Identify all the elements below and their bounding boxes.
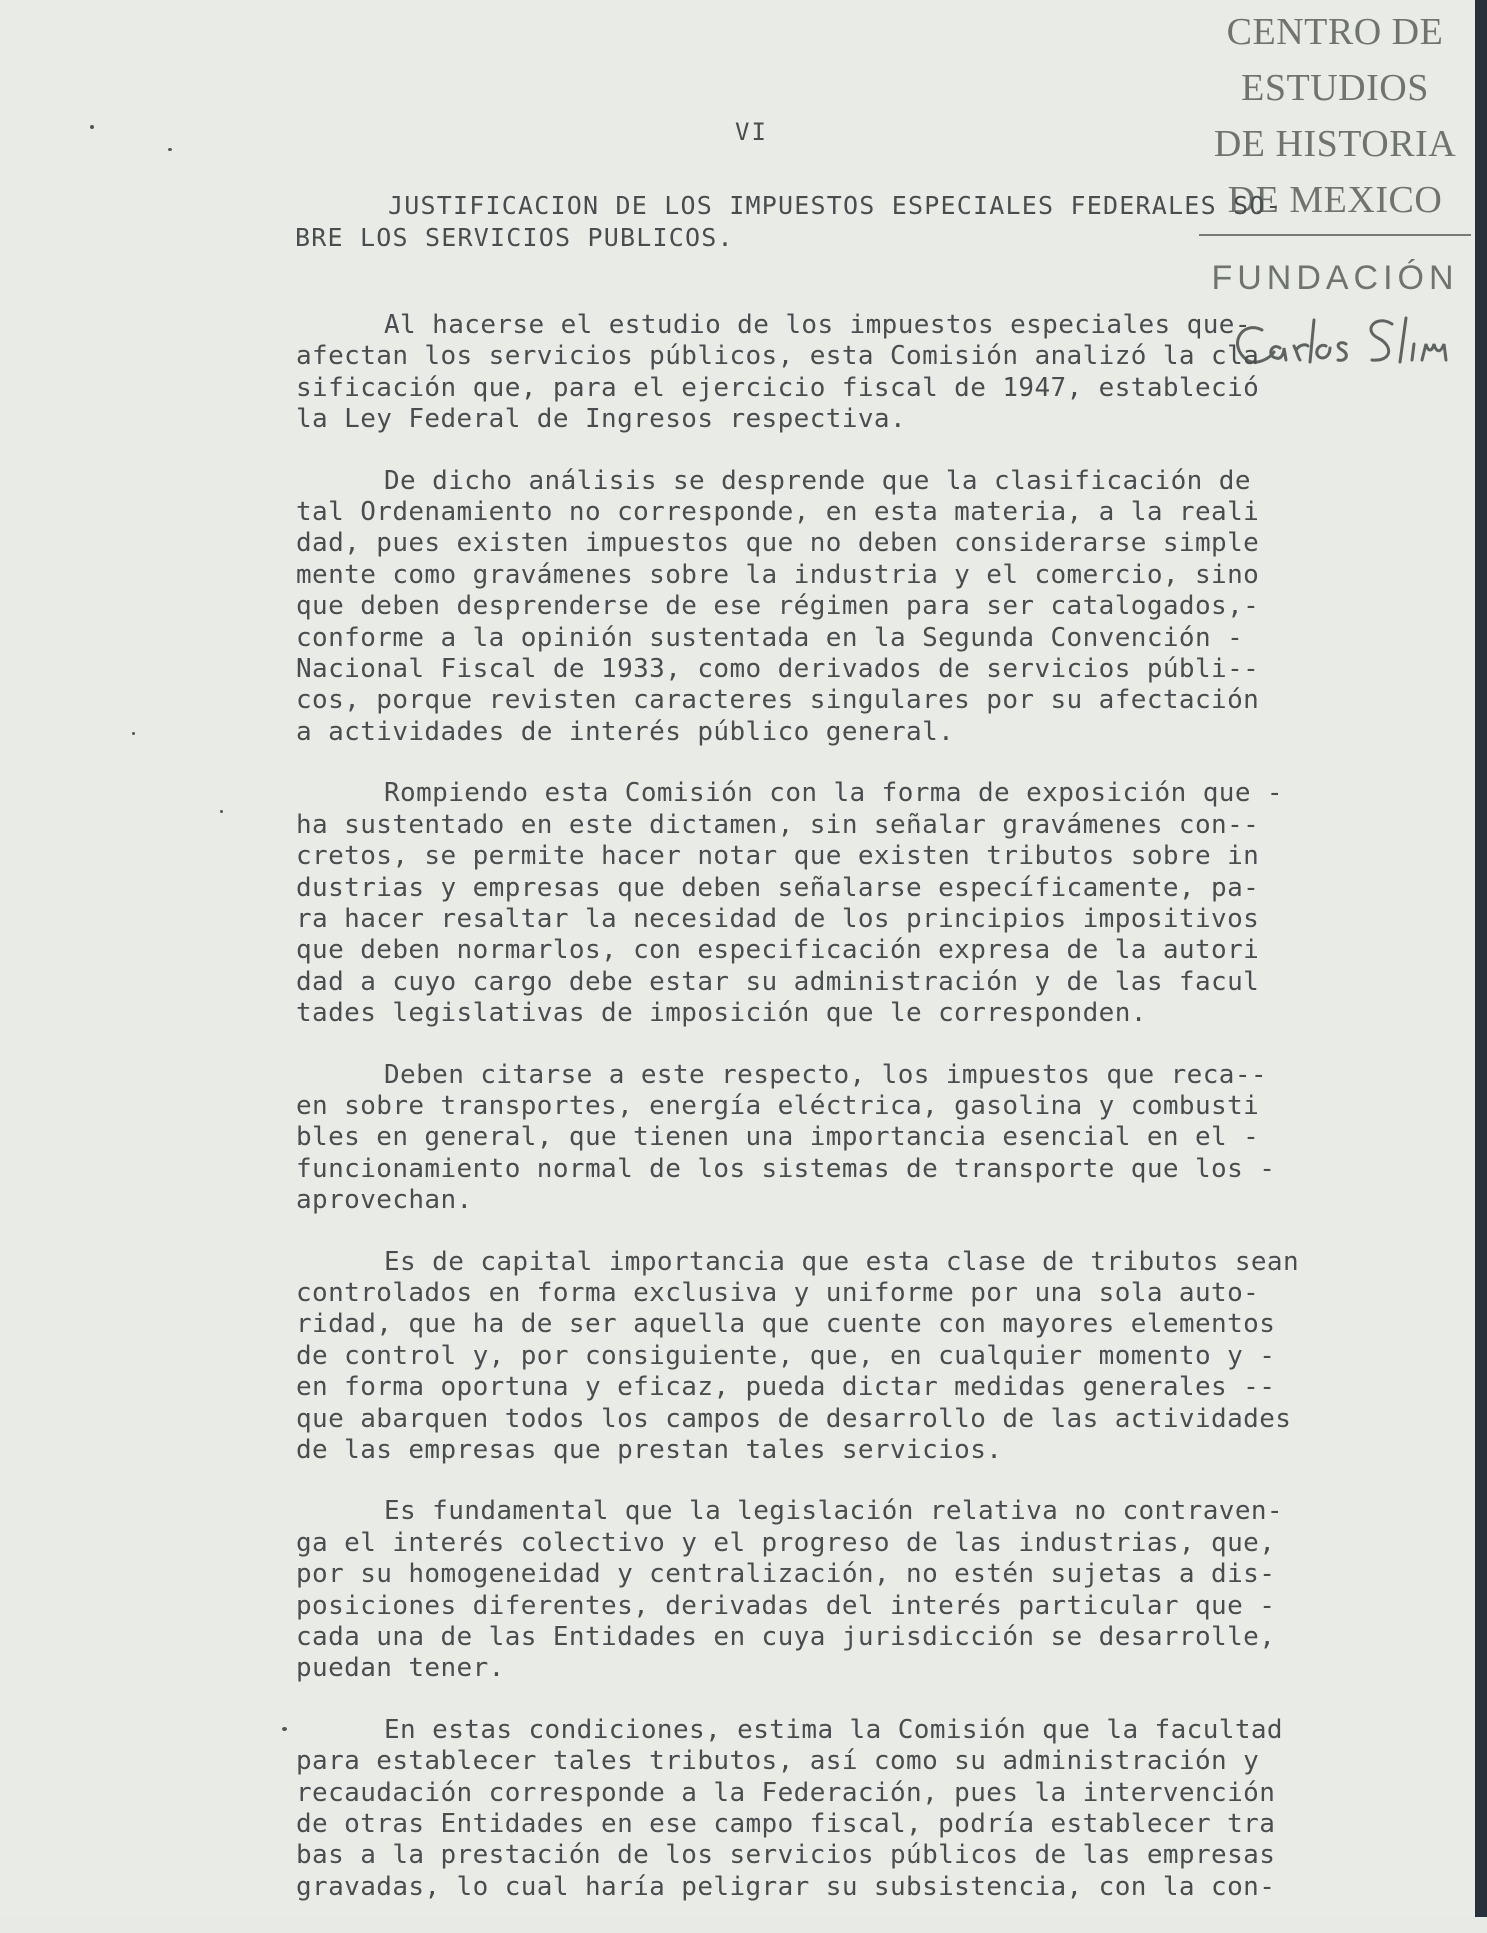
- text-line: dad a cuyo cargo debe estar su administración y de las facul: [296, 966, 1260, 997]
- paragraph: [296, 466, 1396, 749]
- text-line: la Ley Federal de Ingresos respectiva.: [296, 404, 907, 435]
- margin-speck: [282, 1727, 287, 1731]
- text-line: Es fundamental que la legislación relativa no contraven-: [384, 1496, 1283, 1527]
- paragraph: [296, 1247, 1396, 1467]
- text-line: ha sustentado en este dictamen, sin señalar gravámenes con--: [296, 809, 1260, 840]
- text-line: bles en general, que tienen una importancia esencial en el -: [296, 1122, 1260, 1153]
- text-line: de control y, por consiguiente, que, en cualquier momento y -: [296, 1340, 1276, 1371]
- document-body: [296, 310, 1396, 1933]
- text-line: ra hacer resaltar la necesidad de los principios impositivos: [296, 903, 1260, 934]
- margin-speck: [168, 148, 172, 151]
- text-line: Deben citarse a este respecto, los impuestos que reca--: [384, 1059, 1267, 1090]
- text-line: aprovechan.: [296, 1185, 473, 1216]
- scan-edge: [1475, 0, 1487, 1917]
- chapter-number: VI: [735, 118, 768, 146]
- text-line: dad, pues existen impuestos que no deben considerarse simple: [296, 528, 1260, 559]
- text-line: posiciones diferentes, derivadas del interés particular que -: [296, 1590, 1276, 1621]
- paragraph: [296, 1060, 1396, 1217]
- text-line: Rompiendo esta Comisión con la forma de exposición que -: [384, 778, 1283, 809]
- text-line: para establecer tales tributos, así como su administración y: [296, 1746, 1260, 1777]
- text-line: De dicho análisis se desprende que la clasificación de: [384, 465, 1251, 496]
- text-line: cretos, se permite hacer notar que existen tributos sobre in: [296, 841, 1260, 872]
- text-line: por su homogeneidad y centralización, no estén sujetas a dis-: [296, 1559, 1276, 1590]
- text-line: dustrias y empresas que deben señalarse específicamente, pa-: [296, 872, 1260, 903]
- text-line: que deben desprenderse de ese régimen para ser catalogados,-: [296, 591, 1260, 622]
- text-line: afectan los servicios públicos, esta Comisión analizó la cla: [296, 341, 1260, 372]
- text-line: Es de capital importancia que esta clase de tributos sean: [384, 1246, 1300, 1277]
- text-line: conforme a la opinión sustentada en la Segunda Convención -: [296, 622, 1244, 653]
- text-line: ridad, que ha de ser aquella que cuente con mayores elementos: [296, 1309, 1276, 1340]
- text-line: a actividades de interés público general.: [296, 716, 955, 747]
- text-line: tal Ordenamiento no corresponde, en esta materia, a la reali: [296, 497, 1260, 528]
- paragraph: [296, 778, 1396, 1029]
- margin-speck: [220, 810, 223, 813]
- title-line-2: BRE LOS SERVICIOS PUBLICOS.: [295, 223, 734, 252]
- title-line-1: JUSTIFICACION DE LOS IMPUESTOS ESPECIALES FEDERALES SO-: [388, 191, 1282, 220]
- watermark-line-3: DE HISTORIA: [1213, 123, 1457, 165]
- text-line: de las empresas que prestan tales servicios.: [296, 1435, 1003, 1465]
- watermark-foundation: FUNDACIÓN: [1211, 259, 1459, 297]
- paragraph: [296, 1715, 1396, 1903]
- document-title: [295, 190, 1345, 254]
- paragraph: [296, 1496, 1396, 1684]
- text-line: mente como gravámenes sobre la industria y el comercio, sino: [296, 559, 1260, 590]
- text-line: Nacional Fiscal de 1933, como derivados de servicios públi--: [296, 654, 1260, 685]
- text-line: cada una de las Entidades en cuya jurisdicción se desarrolle,: [296, 1622, 1276, 1653]
- text-line: funcionamiento normal de los sistemas de transporte que los -: [296, 1153, 1276, 1184]
- text-line: Al hacerse el estudio de los impuestos especiales que-: [384, 310, 1251, 340]
- text-line: ga el interés colectivo y el progreso de las industrias, que,: [296, 1527, 1276, 1558]
- watermark-line-4: DE MEXICO: [1227, 179, 1443, 221]
- text-line: recaudación corresponde a la Federación, pues la intervención: [296, 1777, 1276, 1808]
- text-line: tades legislativas de imposición que le corresponden.: [296, 998, 1147, 1029]
- text-line: gravadas, lo cual haría peligrar su subsistencia, con la con-: [296, 1871, 1276, 1902]
- margin-speck: [132, 732, 135, 735]
- text-line: en sobre transportes, energía eléctrica, gasolina y combusti: [296, 1090, 1260, 1121]
- text-line: en forma oportuna y eficaz, pueda dictar medidas generales --: [296, 1372, 1276, 1403]
- margin-speck: [90, 125, 94, 129]
- text-line: que deben normarlos, con especificación expresa de la autori: [296, 935, 1260, 966]
- text-line: puedan tener.: [296, 1653, 505, 1684]
- text-line: En estas condiciones, estima la Comisión que la facultad: [384, 1714, 1283, 1745]
- text-line: sificación que, para el ejercicio fiscal de 1947, estableció: [296, 372, 1260, 403]
- watermark-line-2: ESTUDIOS: [1241, 67, 1429, 109]
- watermark-line-1: CENTRO DE: [1226, 11, 1444, 53]
- paragraph: [296, 310, 1396, 436]
- text-line: que abarquen todos los campos de desarrollo de las actividades: [296, 1403, 1292, 1434]
- text-line: controlados en forma exclusiva y uniforme por una sola auto-: [296, 1277, 1260, 1308]
- text-line: de otras Entidades en ese campo fiscal, podría establecer tra: [296, 1809, 1276, 1840]
- text-line: bas a la prestación de los servicios públicos de las empresas: [296, 1840, 1276, 1871]
- text-line: cos, porque revisten caracteres singulares por su afectación: [296, 685, 1260, 716]
